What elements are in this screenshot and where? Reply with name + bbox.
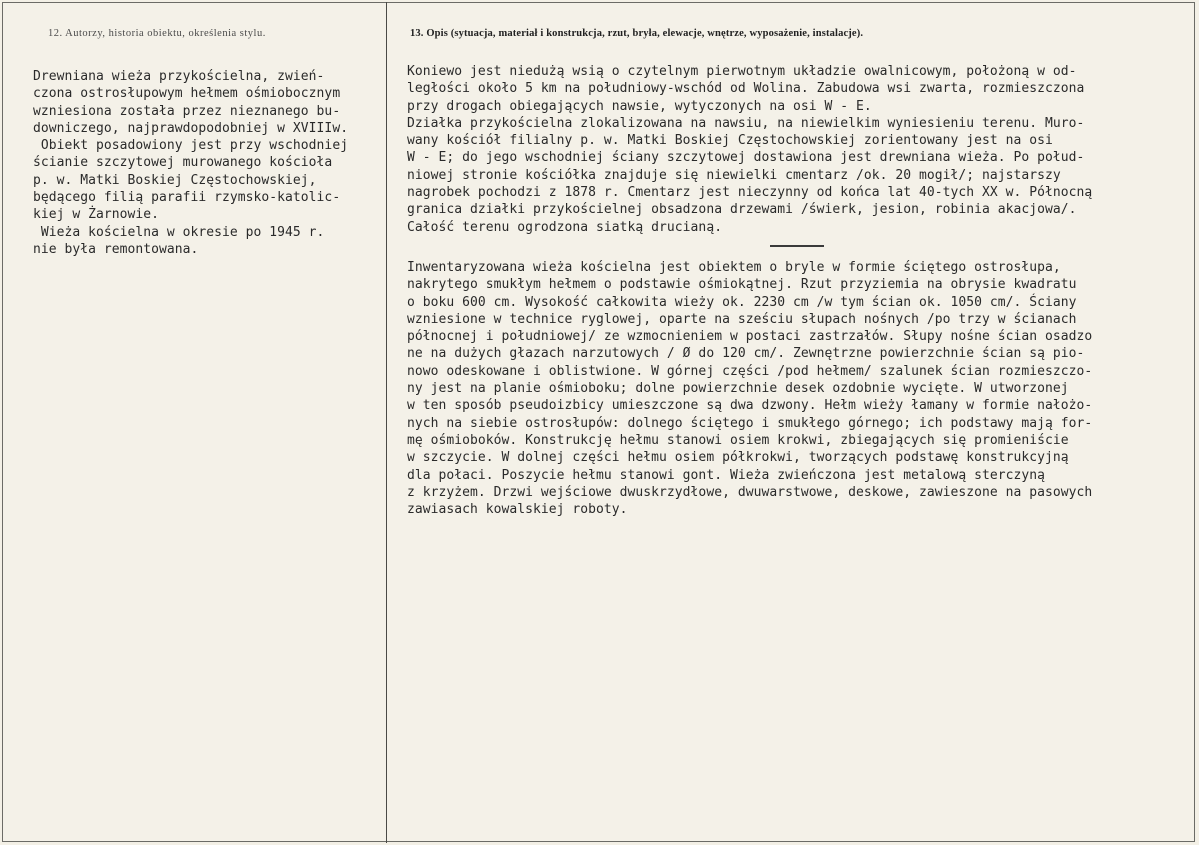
text-line: nych na siebie ostrosłupów: dolnego ściętego i smukłego górnego; ich podstawy mają for- — [407, 415, 1093, 431]
text-line: granica działki przykościelnej obsadzona drzewami /świerk, jesion, robinia akacjowa/. — [407, 202, 1077, 218]
text-line: północnej i południowej/ ze wzmocnieniem w postaci zastrzałów. Słupy nośne ścian osadzo — [407, 329, 1093, 345]
text-line: wzniesione w technice ryglowej, oparte na sześciu słupach nośnych /po trzy w ścianach — [407, 311, 1077, 327]
text-line: zawiasach kowalskiej roboty. — [407, 502, 628, 518]
text-line: dla połaci. Poszycie hełmu stanowi gont. Wieża zwieńczona jest metalową sterczyną — [407, 467, 1046, 483]
text-line: z krzyżem. Drzwi wejściowe dwuskrzydłowe, dwuwarstwowe, deskowe, zawieszone na pasowych — [407, 484, 1093, 500]
right-column-paragraph-1 — [407, 63, 1092, 236]
left-column-text — [33, 68, 348, 258]
text-line: nowo odeskowane i oblistwione. W górnej części /pod hełmem/ szalunek ścian rozmieszczo- — [407, 363, 1093, 379]
text-line: downiczego, najprawdopodobniej w XVIIIw. — [33, 120, 349, 136]
text-line: ścianie szczytowej murowanego kościoła — [33, 155, 333, 171]
text-line: nakrytego smukłym hełmem o podstawie ośmiokątnej. Rzut przyziemia na obrysie kwadratu — [407, 277, 1077, 293]
text-line: przy drogach obiegających nawsie, wytyczonych na osi W - E. — [407, 98, 872, 114]
text-line: nagrobek pochodzi z 1878 r. Cmentarz jest nieczynny od końca lat 40-tych XX w. Północną — [407, 185, 1093, 201]
text-line: Koniewo jest niedużą wsią o czytelnym pierwotnym układzie owalnicowym, położoną w od- — [407, 64, 1077, 79]
text-line: będącego filią parafii rzymsko-katolic- — [33, 190, 341, 206]
text-line: Inwentaryzowana wieża kościelna jest obiektem o bryle w formie ściętego ostrosłupa, — [407, 260, 1061, 275]
text-line: czona ostrosłupowym hełmem ośmiobocznym — [33, 86, 341, 102]
text-line: W - E; do jego wschodniej ściany szczytowej dostawiona jest drewniana wieża. Po połud- — [407, 150, 1085, 166]
text-line: Całość terenu ogrodzona siatką drucianą. — [407, 219, 723, 235]
section-13-description: (sytuacja, materiał i konstrukcja, rzut, bryła, elewacje, wnętrze, wyposażenie, instalacje). — [450, 28, 864, 39]
text-line: Obiekt posadowiony jest przy wschodniej — [33, 138, 349, 154]
text-line: w ten sposób pseudoizbicy umieszczone są dwa dzwony. Hełm wieży łamany w formie nałożo- — [407, 398, 1093, 414]
text-line: Wieża kościelna w okresie po 1945 r. — [33, 224, 325, 240]
section-separator — [770, 245, 824, 247]
text-line: ne na dużych głazach narzutowych / Ø do 120 cm/. Zewnętrzne powierzchnie ścian są pio- — [407, 346, 1085, 362]
text-line: Działka przykościelna zlokalizowana na nawsiu, na niewielkim wyniesieniu terenu. Muro- — [407, 115, 1085, 131]
text-line: o boku 600 cm. Wysokość całkowita wieży ok. 2230 cm /w tym ścian ok. 1050 cm/. Ściany — [407, 294, 1077, 310]
text-line: wany kościół filialny p. w. Matki Boskiej Częstochowskiej zorientowany jest na osi — [407, 133, 1053, 149]
text-line: kiej w Żarnowie. — [33, 207, 160, 223]
text-line: Drewniana wieża przykościelna, zwień- — [33, 69, 325, 84]
text-line: p. w. Matki Boskiej Częstochowskiej, — [33, 172, 317, 188]
text-line: w szczycie. W dolnej części hełmu osiem półkrokwi, tworzących podstawę konstrukcyjną — [407, 450, 1069, 466]
text-line: ległości około 5 km na południowy-wschód od Wolina. Zabudowa wsi zwarta, rozmieszczona — [407, 81, 1085, 97]
text-line: nie była remontowana. — [33, 241, 199, 257]
text-line: niowej stronie kościółka znajduje się niewielki cmentarz /ok. 20 mogił/; najstarszy — [407, 167, 1061, 183]
section-12-header: 12. Autorzy, historia obiektu, określenia stylu. — [48, 28, 266, 39]
column-divider — [386, 2, 387, 843]
text-line: ny jest na planie ośmioboku; dolne powierzchnie desek ozdobnie wycięte. W utworzonej — [407, 381, 1069, 397]
right-column-paragraph-2 — [407, 259, 1092, 518]
text-line: mę ośmioboków. Konstrukcję hełmu stanowi osiem krokwi, zbiegających się promieniście — [407, 432, 1069, 448]
text-line: wzniesiona została przez nieznanego bu- — [33, 103, 341, 119]
section-13-header — [410, 28, 863, 39]
section-13-number: 13. Opis — [410, 28, 448, 39]
